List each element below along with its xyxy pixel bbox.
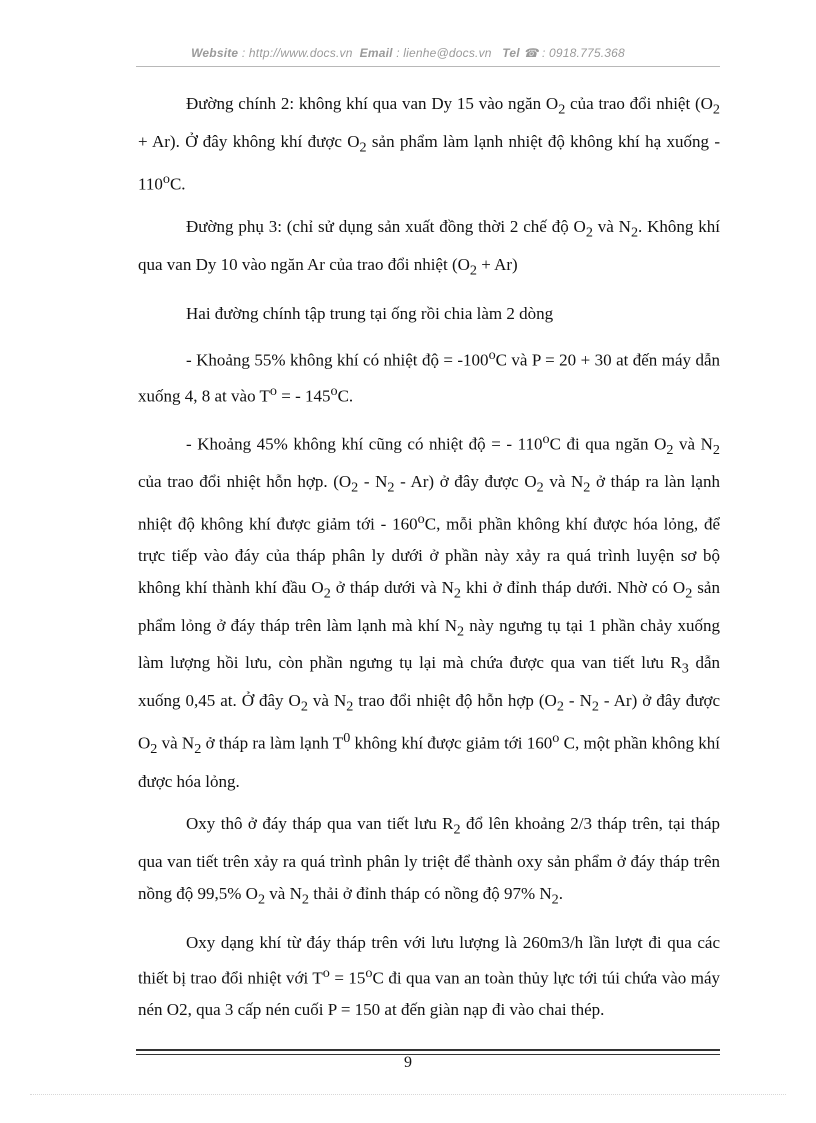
footer-divider-thick <box>136 1049 720 1051</box>
email-label: Email <box>359 46 393 60</box>
document-body <box>138 88 720 1037</box>
body-paragraph: Hai đường chính tập trung tại ống rồi chia làm 2 dòng <box>186 303 554 323</box>
body-paragraph: - Khoảng 45% không khí cũng có nhiệt độ = - 110$^o$C đi qua ngăn $O_2$ và $N_2$ của trao đổi nhiệt hỗn hợp. $(O_2 - N_2 - Ar)$ ở đây được $O_2$ và $N_2$ ở tháp ra làn lạnh nhiệt độ không khí được giảm tới - 160$^o$C, mỗi phần không khí được hóa lỏng, để trực tiếp vào đáy của tháp phân ly dưới ở phần này xảy ra quá trình luyện sơ bộ không khí thành khí đầu $O_2$ ở tháp dưới và $N_2$ khi ở đỉnh tháp dưới. Nhờ có $O_2$ sản phẩm lỏng ở đáy tháp trên làm lạnh mà khí $N_2$ này ngưng tụ tại 1 phần chảy xuống làm lượng hồi lưu, còn phần ngưng tụ lại mà chứa được qua van tiết lưu $R_3$ dẫn xuống 0,45 at. Ở đây $O_2$ và $N_2$ trao đổi nhiệt độ hỗn hợp $(O_2 - N_2 - Ar)$ ở đây được $O_2$ và $N_2$ ở tháp ra làm lạnh $T^0$ không khí được giảm tới 160$^o$ C, một phần không khí được hóa lỏng. <box>138 430 721 791</box>
header-divider <box>136 66 720 67</box>
body-paragraph: Đường phụ 3: (chỉ sử dụng sản xuất đồng thời 2 chế độ $O_2$ và $N_2$. Không khí qua van Dy 10 vào ngăn Ar của trao đổi nhiệt $(O_2 + Ar)$ <box>138 216 721 279</box>
website-value[interactable]: : http://www.docs.vn <box>241 46 353 60</box>
body-paragraph: Oxy thô ở đáy tháp qua van tiết lưu $R_2$ đổ lên khoảng 2/3 tháp trên, tại tháp qua van tiết trên xảy ra quá trình phân ly triệt để thành oxy sản phẩm ở đáy tháp trên nồng độ 99,5% $O_2$ và $N_2$ thải ở đỉnh tháp có nồng độ 97% $N_2$. <box>138 814 721 908</box>
body-paragraph: Đường chính 2: không khí qua van Dy 15 vào ngăn $O_2$ của trao đổi nhiệt $(O_2 + Ar)$. Ở đây không khí được $O_2$ sản phẩm làm lạnh nhiệt độ không khí hạ xuống - 110$^o$C. <box>138 94 720 194</box>
tel-value: ☎ : 0918.775.368 <box>523 46 625 60</box>
email-value[interactable]: : lienhe@docs.vn <box>396 46 492 60</box>
website-label: Website <box>191 46 239 60</box>
page-header <box>0 46 816 60</box>
page-bottom-dotted-line <box>30 1094 786 1095</box>
body-paragraph: - Khoảng 55% không khí có nhiệt độ = $-100^oC$ và P = 20 + 30 at đến máy dẫn xuống 4, 8 at vào $T^o$ = - 145$^o$C. <box>138 347 720 407</box>
page-number: 9 <box>404 1054 412 1071</box>
tel-label: Tel <box>502 46 520 60</box>
body-paragraph: Oxy dạng khí từ đáy tháp trên với lưu lượng là 260m3/h lần lượt đi qua các thiết bị trao đổi nhiệt với $T^o = 15^oC$ đi qua van an toàn thủy lực tới túi chứa vào máy nén O2, qua 3 cấp nén cuối P = 150 at đến giàn nạp đi vào chai thép. <box>138 932 720 1020</box>
